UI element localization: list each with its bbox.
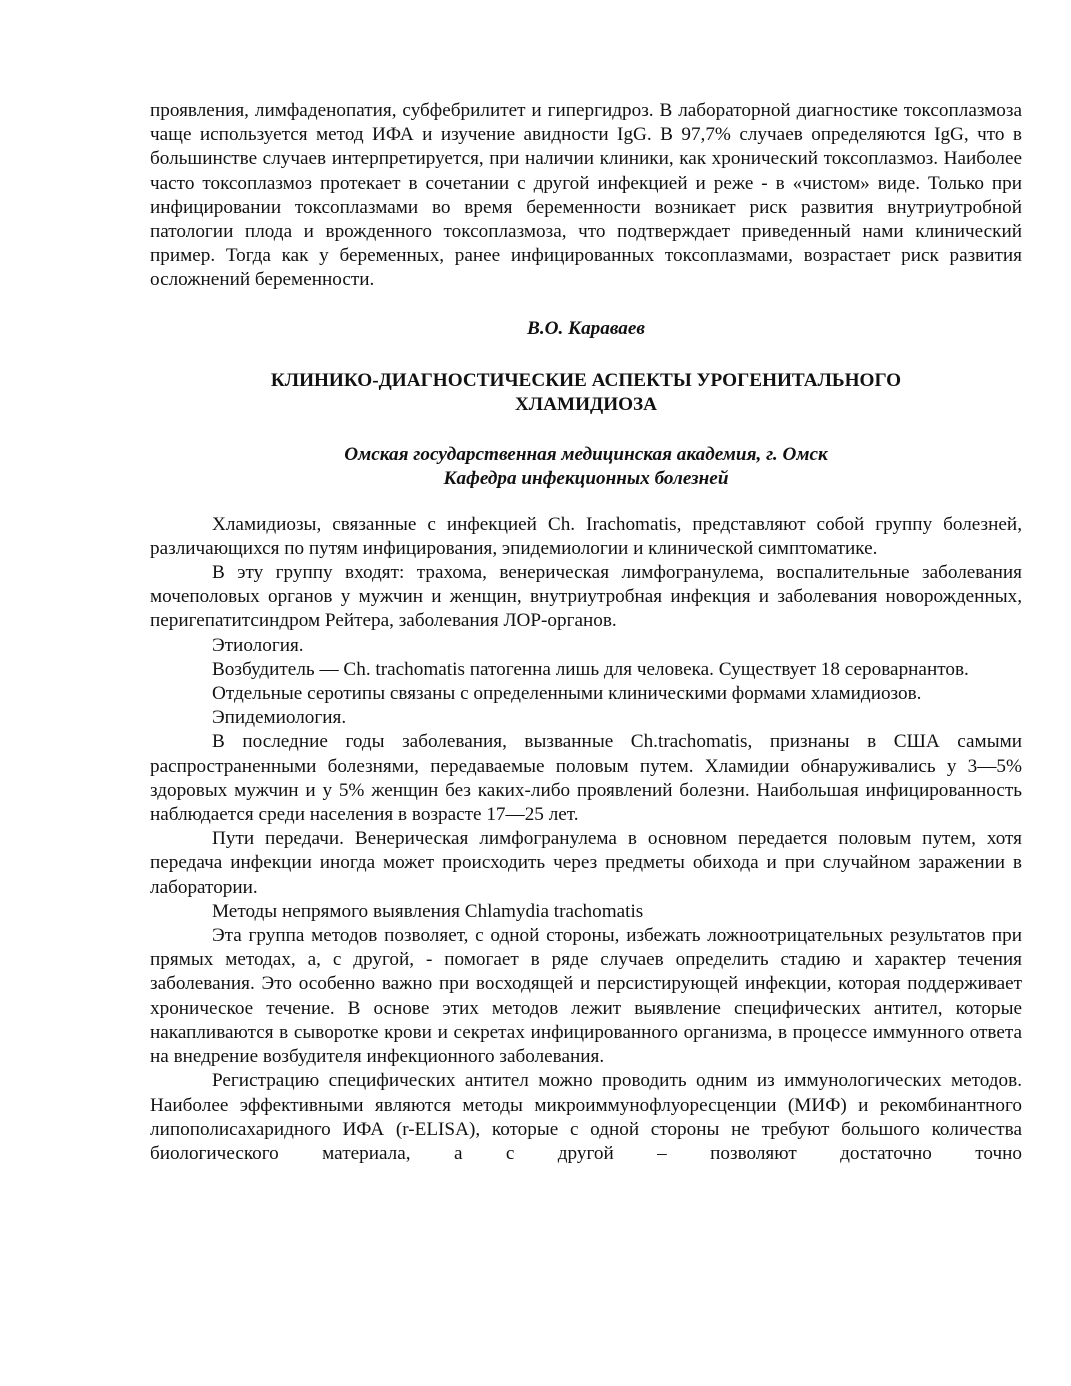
article-body xyxy=(150,513,1022,1166)
body-paragraph: Отдельные серотипы связаны с определенными клиническими формами хламидиозов. xyxy=(212,683,922,705)
section-heading-epidemiology: Эпидемиология. xyxy=(212,707,347,729)
body-paragraph: В последние годы заболевания, вызванные Ch.trachomatis, признаны в США самыми распространенными болезнями, передаваемые половым путем. Хламидии обнаруживались у 3—5% здоровых мужчин и у 5% женщин без каких-либо проявлений болезни. Наибольшая инфицированность наблюдается среди населения в возрасте 17—25 лет. xyxy=(150,731,1022,826)
article-title xyxy=(150,369,1022,417)
intro-paragraph: проявления, лимфаденопатия, субфебрилитет и гипергидроз. В лабораторной диагностике токсоплазмоза чаще используется метод ИФА и изучение авидности IgG. В 97,7% случаев определяются IgG, что в большинстве случаев интерпретируется, при наличии клиники, как хронический токсоплазмоз. Наиболее часто токсоплазмоз протекает в сочетании с другой инфекцией и реже - в «чистом» виде. Только при инфицировании токсоплазмами во время беременности возникает риск развития внутриутробной патологии плода и врожденного токсоплазмоза, что подтверждает приведенный нами клинический пример. Тогда как у беременных, ранее инфицированных токсоплазмами, возрастает риск развития осложнений беременности. xyxy=(150,100,1022,291)
body-paragraph: Пути передачи. Венерическая лимфогранулема в основном передается половым путем, хотя передача инфекции иногда может происходить через предметы обихода и при случайном заражении в лаборатории. xyxy=(150,828,1022,898)
body-paragraph: Возбудитель — Ch. trachomatis патогенна лишь для человека. Существует 18 сероварнантов. xyxy=(212,658,969,680)
body-paragraph: Эта группа методов позволяет, с одной стороны, избежать ложноотрицательных результатов при прямых методах, а, с другой, - помогает в ряде случаев определить стадию и характер течения заболевания. Это особенно важно при восходящей и персистирующей инфекции, которая поддерживает хроническое течение. В основе этих методов лежит выявление специфических антител, которые накапливаются в сыворотке крови и секретах инфицированного организма, в процессе иммунного ответа на внедрение возбудителя инфекционного заболевания. xyxy=(150,925,1022,1068)
institution-name: Омская государственная медицинская академия, г. Омск xyxy=(344,443,828,465)
department-name: Кафедра инфекционных болезней xyxy=(443,467,729,489)
section-heading-methods: Методы непрямого выявления Chlamydia trachomatis xyxy=(212,900,644,922)
section-heading-etiology: Этиология. xyxy=(212,634,304,656)
article-title-line-1: КЛИНИКО-ДИАГНОСТИЧЕСКИЕ АСПЕКТЫ УРОГЕНИТАЛЬНОГО xyxy=(270,369,902,391)
body-paragraph: Регистрацию специфических антител можно проводить одним из иммунологических методов. Наиболее эффективными являются методы микроиммунофлуоресценции (МИФ) и рекомбинантного липополисахаридного ИФА (r-ELISA), которые с одной стороны не требуют большого количества биологического материала, а с другой – позволяют достаточно точно xyxy=(150,1070,1022,1164)
document-page xyxy=(150,99,1022,1166)
author-name: В.О. Караваев xyxy=(527,317,645,339)
body-paragraph: В эту группу входят: трахома, венерическая лимфогранулема, воспалительные заболевания мочеполовых органов у мужчин и женщин, внутриутробная инфекция и заболевания новорожденных, перигепатитсиндром Рейтера, заболевания ЛОР-органов. xyxy=(150,562,1022,632)
body-paragraph: Хламидиозы, связанные с инфекцией Ch. Irachomatis, представляют собой группу болезней, различающихся по путям инфицирования, эпидемиологии и клинической симптоматике. xyxy=(150,513,1022,559)
article-title-line-2: ХЛАМИДИОЗА xyxy=(514,393,658,415)
institution xyxy=(150,443,1022,491)
